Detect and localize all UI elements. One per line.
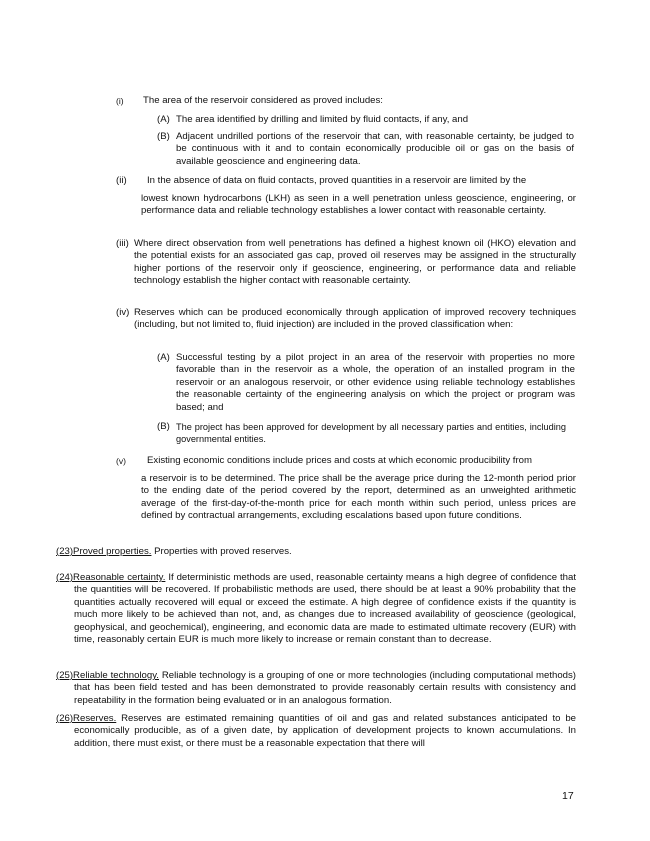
item-iv-a-text: Successful testing by a pilot project in an area of the reservoir with properties no more favorable than in the reservoir as a whole, the operation of an installed program in the reservoir or an analogous reservoir, or other evidence using reliable technology establishes the reasonable certainty of the engineering analysis on which the project or program was based; and xyxy=(176,352,575,413)
definition-25-term: (25)Reliable technology. xyxy=(56,670,159,681)
item-i-b-text: Adjacent undrilled portions of the reservoir that can, with reasonable certainty, be judged to be continuous with it and to contain economically producible oil or gas on the basis of available geoscience and engineering data. xyxy=(176,131,574,167)
item-iv-a-label: (A) xyxy=(157,352,170,363)
item-iii-text: Where direct observation from well penetrations has defined a highest known oil (HKO) elevation and the potential exists for an associated gas cap, proved oil reserves may be assigned in the structurally higher portions of the reservoir only if geoscience, engineering, or performance data and reliable technology establish the higher contact with reasonable certainty. xyxy=(134,238,576,287)
item-i-a-label: (A) xyxy=(157,114,170,125)
item-i-b-label: (B) xyxy=(157,131,170,142)
item-i-a-text: The area identified by drilling and limited by fluid contacts, if any, and xyxy=(176,114,469,125)
item-iv-label: (iv) xyxy=(116,307,130,318)
definition-23 xyxy=(56,546,576,558)
definition-25-text: Reliable technology is a grouping of one or more technologies (including computational methods) that has been field tested and has been demonstrated to provide reasonably certain results with consistency and repeatability in the formation being evaluated or in an analogous formation. xyxy=(74,670,576,706)
item-iv-b-text: The project has been approved for development by all necessary parties and entities, including governmental entities. xyxy=(176,422,566,445)
definition-25 xyxy=(56,670,576,707)
definition-26-term: (26)Reserves. xyxy=(56,713,117,724)
definition-26 xyxy=(56,713,576,750)
item-iv-text: Reserves which can be produced economically through application of improved recovery techniques (including, but not limited to, fluid injection) are included in the proved classification when: xyxy=(134,307,576,331)
item-v-label: (v) xyxy=(116,456,127,466)
item-i-text: The area of the reservoir considered as proved includes: xyxy=(143,95,383,106)
item-iv-b-label: (B) xyxy=(157,421,170,432)
item-ii-text: lowest known hydrocarbons (LKH) as seen in a well penetration unless geoscience, engineering, or performance data and reliable technology establishes a lower contact with reasonable certainty. xyxy=(141,193,576,217)
item-v-first-line: Existing economic conditions include prices and costs at which economic producibility from xyxy=(147,455,532,466)
item-ii-first-line: In the absence of data on fluid contacts, proved quantities in a reservoir are limited by the xyxy=(147,175,527,186)
item-ii-label: (ii) xyxy=(116,175,127,186)
definition-24 xyxy=(56,572,576,646)
page-number: 17 xyxy=(562,790,574,802)
item-i-label: (i) xyxy=(116,96,124,106)
item-v-text: a reservoir is to be determined. The price shall be the average price during the 12-month period prior to the ending date of the period covered by the report, determined as an unweighted arithmetic average of the first-day-of-the-month price for each month within such period, unless prices are defined by contractual arrangements, excluding escalations based upon future conditions. xyxy=(141,473,576,522)
definition-24-term: (24)Reasonable certainty. xyxy=(56,572,166,583)
definition-24-text: If deterministic methods are used, reasonable certainty means a high degree of confidence that the quantities will be recovered. If probabilistic methods are used, there should be at least a 90% probability that the quantities actually recovered will equal or exceed the estimate. A high degree of confidence exists if the quantity is much more likely to be achieved than not, and, as changes due to increased availability of geoscience (geological, geophysical, and geochemical), engineering, and economic data are made to estimated ultimate recovery (EUR) with time, reasonably certain EUR is much more likely to increase or remain constant than to decrease. xyxy=(74,572,576,646)
definition-26-text: Reserves are estimated remaining quantities of oil and gas and related substances anticipated to be economically producible, as of a given date, by application of development projects to known accumulations. In addition, there must exist, or there must be a reasonable expectation that there will xyxy=(74,713,576,749)
item-iii-label: (iii) xyxy=(116,238,129,249)
definition-23-term: (23)Proved properties. xyxy=(56,546,152,557)
definition-23-text: Properties with proved reserves. xyxy=(151,546,292,557)
